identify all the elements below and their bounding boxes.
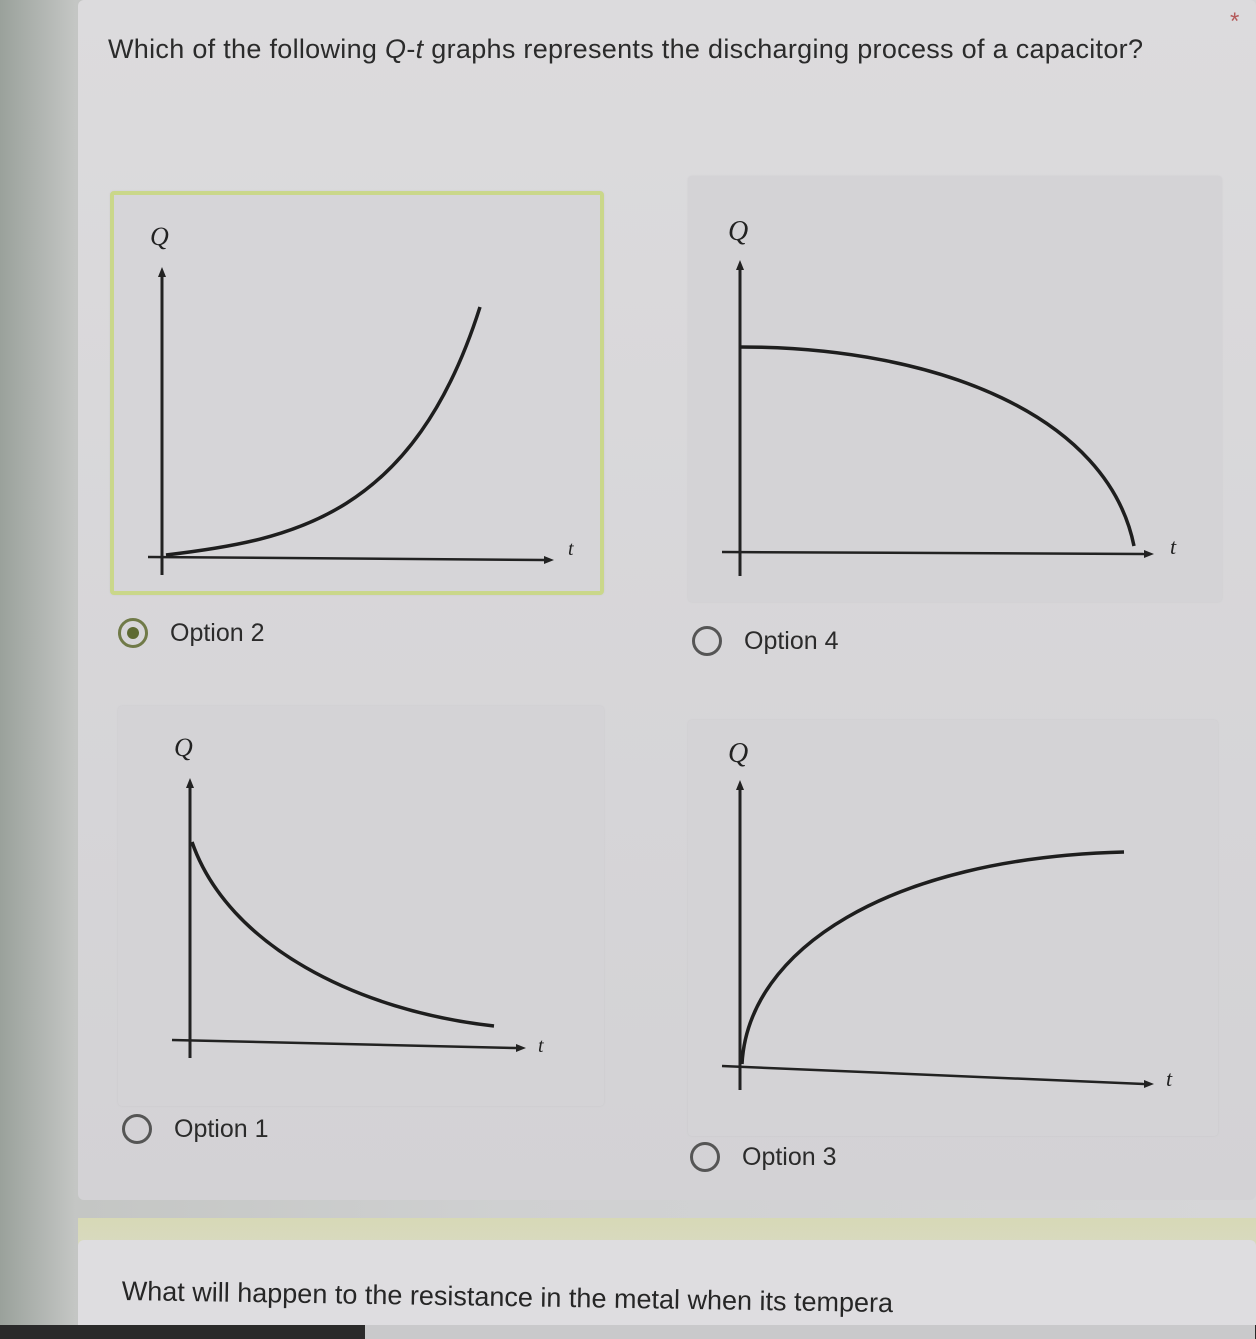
x-axis bbox=[722, 1066, 1144, 1084]
x-axis-label: t bbox=[1166, 1066, 1173, 1091]
x-axis-label: t bbox=[1170, 534, 1177, 559]
curve-saturating-growth bbox=[742, 852, 1124, 1064]
option-1-row[interactable] bbox=[122, 1114, 269, 1144]
x-axis-arrow bbox=[516, 1044, 526, 1052]
option-1-image[interactable] bbox=[118, 706, 604, 1106]
option-2-label[interactable]: Option 2 bbox=[170, 618, 265, 647]
x-axis-label: t bbox=[538, 1035, 544, 1057]
option-3-row[interactable] bbox=[690, 1142, 837, 1172]
graph-option-1 bbox=[118, 706, 604, 1106]
option-3-label[interactable]: Option 3 bbox=[742, 1142, 837, 1171]
curve-concave-down-fall bbox=[740, 347, 1134, 546]
option-1-label[interactable]: Option 1 bbox=[174, 1114, 269, 1143]
graph-option-4 bbox=[688, 176, 1222, 602]
option-2-image[interactable] bbox=[110, 191, 604, 595]
screen-bottom-light bbox=[365, 1325, 1255, 1339]
x-axis-arrow bbox=[544, 556, 554, 564]
question-title bbox=[108, 24, 1148, 74]
next-question-title: What will happen to the resistance in the metal when its tempera bbox=[121, 1276, 894, 1319]
x-axis-arrow bbox=[1144, 550, 1154, 558]
option-4-label[interactable]: Option 4 bbox=[744, 626, 839, 655]
y-axis-arrow bbox=[736, 780, 744, 790]
option-2-row[interactable] bbox=[118, 618, 265, 648]
option-4-row[interactable] bbox=[692, 626, 839, 656]
graph-option-2 bbox=[114, 195, 600, 591]
question-q-symbol: Q bbox=[385, 34, 407, 64]
question-text-part: graphs represents the discharging process of a capacitor? bbox=[423, 34, 1144, 64]
y-axis-label: Q bbox=[728, 216, 749, 247]
x-axis bbox=[148, 557, 544, 560]
y-axis-arrow bbox=[158, 267, 166, 277]
option-4-image[interactable] bbox=[688, 176, 1222, 602]
curve-exponential-growth bbox=[166, 307, 480, 555]
x-axis-label: t bbox=[568, 538, 574, 560]
y-axis-arrow bbox=[186, 778, 194, 788]
question-dash: - bbox=[406, 34, 416, 64]
option-4-radio[interactable] bbox=[692, 626, 722, 656]
option-2-radio[interactable] bbox=[118, 618, 148, 648]
option-3-radio[interactable] bbox=[690, 1142, 720, 1172]
option-1-radio[interactable] bbox=[122, 1114, 152, 1144]
option-3-image[interactable] bbox=[688, 720, 1218, 1136]
y-axis-label: Q bbox=[174, 733, 193, 762]
y-axis-arrow bbox=[736, 260, 744, 270]
x-axis bbox=[722, 552, 1144, 554]
y-axis-label: Q bbox=[728, 738, 749, 769]
required-asterisk: * bbox=[1230, 8, 1240, 35]
y-axis-label: Q bbox=[150, 222, 169, 251]
curve-exponential-decay bbox=[192, 842, 494, 1026]
question-text-part: Which of the following bbox=[108, 34, 386, 64]
graph-option-3 bbox=[688, 720, 1218, 1136]
x-axis bbox=[172, 1040, 516, 1048]
x-axis-arrow bbox=[1144, 1080, 1154, 1088]
question-t-symbol: t bbox=[415, 34, 424, 64]
